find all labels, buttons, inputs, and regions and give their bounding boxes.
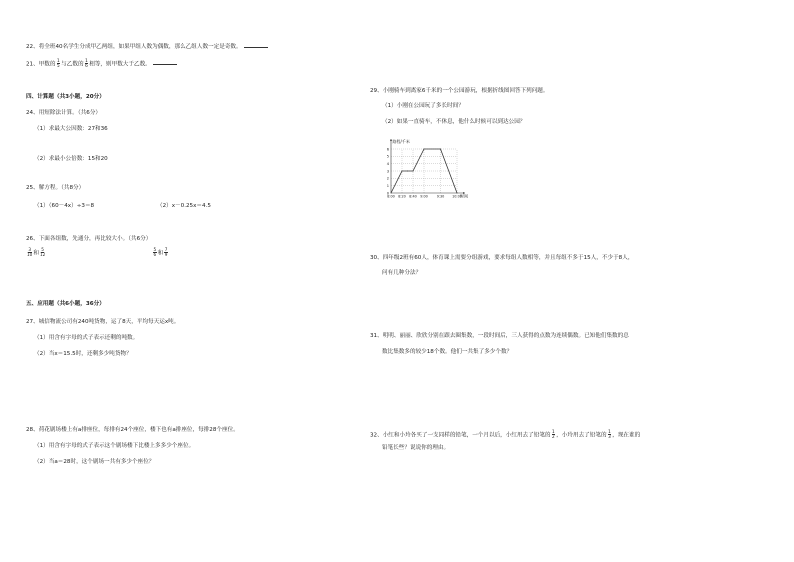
distance-time-chart xyxy=(379,131,489,207)
question-24-2: （2）求最小公倍数：15和20 xyxy=(34,156,108,162)
question-27: 27、城信物流公司有240吨货物，运了8天，平均每天运x吨。 xyxy=(26,319,180,325)
y-tick-label: 1 xyxy=(386,183,389,188)
question-21-text-a: 21、甲数的 xyxy=(26,61,56,68)
x-tick-label: 8:20 xyxy=(398,194,406,199)
series-point xyxy=(402,171,403,172)
series-point xyxy=(457,193,458,194)
fraction-5-6: $\frac{5}{6}$ xyxy=(153,247,157,258)
question-27-2: （2）当x＝15.5时，还剩多少吨货物？ xyxy=(34,351,132,357)
series-point xyxy=(440,149,441,150)
series-point xyxy=(413,171,414,172)
section-5-title: 五、应用题（共6小题，36分） xyxy=(26,301,105,307)
question-31-line-2: 数比集数多的较少18个数。他们一共集了多少个数？ xyxy=(382,349,513,355)
y-tick-label: 0 xyxy=(386,191,389,196)
series-point xyxy=(407,171,408,172)
question-32-line-1: 32、小红和小玲各买了一支同样的铅笔，一个月以后，小红用去了铅笔的 $\frac{1}{2}$ ，小玲用去了铅笔的 $\frac{1}{3}$ ，现在谁的 xyxy=(370,429,641,440)
series-point xyxy=(391,193,392,194)
question-22-text: 22、将全班40名学生分成甲乙两组，如果甲组人数为偶数，那么乙组人数一定是奇数。 xyxy=(26,44,242,50)
answer-blank-22[interactable] xyxy=(244,42,268,48)
question-21 xyxy=(26,59,177,69)
question-24-1: （1）求最大公因数：27和36 xyxy=(34,126,108,132)
question-25-2: （2）x－0.25x＝4.5 xyxy=(157,203,211,209)
fraction-1-6: $\frac{1}{6}$ xyxy=(85,58,88,69)
question-31-line-1: 31、明明、丽丽、欣欣分别在跟去圈集数，一段时间后，三人获得的点数为连续偶数。已知他们集数的总 xyxy=(370,333,629,339)
series-point xyxy=(424,149,425,150)
y-tick-label: 4 xyxy=(386,161,389,166)
y-tick-label: 3 xyxy=(386,169,389,174)
question-28-1: （1）用含有字母的式子表示这个剧场楼下比楼上多多少个座位。 xyxy=(34,443,195,449)
chart-y-axis-label: 路程/千米 xyxy=(392,139,410,144)
question-21-text-b: 与乙数的 xyxy=(61,61,84,68)
question-27-1: （1）用含有字母的式子表示还剩的吨数。 xyxy=(34,335,139,341)
fraction-7-9: $\frac{7}{9}$ xyxy=(164,247,168,258)
question-29-1: （1）小刚在公园玩了多长时间？ xyxy=(382,103,464,109)
question-32-line-2: 铅笔长些？说说你的理由。 xyxy=(382,445,450,451)
chart-x-axis-label: 时间 xyxy=(460,193,468,199)
x-tick-label: 10:00 xyxy=(452,194,462,199)
question-25-1: （1）（60－4x）÷3＝8 xyxy=(34,203,95,209)
y-tick-label: 2 xyxy=(386,176,389,181)
question-28: 28、荷花剧场楼上有a排座位，每排有24个座位，楼下也有a排座位，每排28个座位。 xyxy=(26,427,239,433)
question-21-text-c: 相等，则甲数大于乙数。 xyxy=(89,61,151,68)
question-30-line-1: 30、四年级2班有60人，体育课上需要分组游戏，要求每组人数相等，并且每组不多于15人，不少于8人， xyxy=(370,255,634,261)
chart-ticks xyxy=(387,147,462,198)
x-tick-label: 8:00 xyxy=(387,194,395,199)
question-22 xyxy=(26,42,268,51)
question-29-2: （2）如果一直骑车，不休息，他什么时候可以到达公园？ xyxy=(382,119,526,125)
fraction-1-2: $\frac{1}{2}$ xyxy=(552,429,555,440)
question-26-pair-2: $\frac{5}{6}$ 和 $\frac{7}{9}$ xyxy=(153,247,168,258)
x-tick-label: 8:40 xyxy=(409,194,417,199)
fraction-1-5: $\frac{1}{5}$ xyxy=(57,58,60,69)
x-tick-label: 9:30 xyxy=(436,194,445,199)
question-26-pair-1: $\frac{3}{10}$ 和 $\frac{5}{12}$ xyxy=(27,247,46,258)
question-26: 26、下面各组数，先通分，再比较大小。（共6分） xyxy=(26,236,152,242)
fraction-1-3: $\frac{1}{3}$ xyxy=(608,429,611,440)
answer-blank-21[interactable] xyxy=(153,59,177,65)
question-28-2: （2）当a＝28时，这个剧场一共有多少个座位？ xyxy=(34,459,155,465)
question-25: 25、解方程。（共8分） xyxy=(26,185,85,191)
y-tick-label: 5 xyxy=(386,154,389,159)
y-tick-label: 6 xyxy=(386,147,389,152)
question-24: 24、用短除法计算。（共6分） xyxy=(26,110,102,116)
question-29: 29、小刚骑车到离家6千米的一个公园游玩，根据折线图回答下列问题。 xyxy=(370,88,549,94)
chart-grid xyxy=(391,149,457,193)
fraction-5-12: $\frac{5}{12}$ xyxy=(39,247,46,258)
x-tick-label: 9:00 xyxy=(420,194,428,199)
right-column xyxy=(370,0,794,562)
fraction-3-10: $\frac{3}{10}$ xyxy=(27,247,33,258)
section-4-title: 四、计算题（共3小题，20分） xyxy=(26,94,105,100)
question-30-line-2: 问有几种分法？ xyxy=(382,270,422,276)
